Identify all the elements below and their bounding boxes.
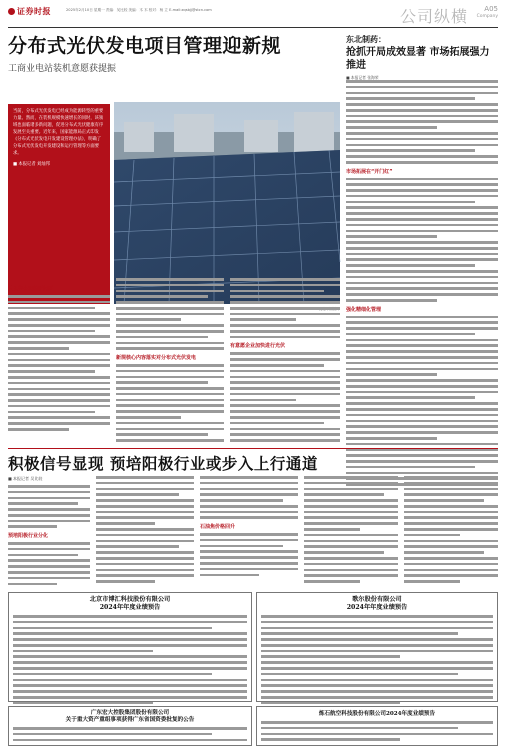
right-article xyxy=(346,34,498,81)
page-header xyxy=(8,4,498,26)
solar-panel-photo xyxy=(114,102,340,304)
ad-announcement-1 xyxy=(8,592,252,702)
mid-body-col-2 xyxy=(96,476,194,588)
right-byline: ■ 本报记者 张海荣 xyxy=(346,75,379,80)
logo-icon xyxy=(8,8,15,15)
lead-subtitle: 工商业电站装机意愿获提振 xyxy=(8,64,117,74)
page-number-value: A05 xyxy=(484,5,498,13)
mid-body-col-3 xyxy=(200,476,298,588)
lead-body-col-1 xyxy=(8,285,110,445)
masthead-text: 证券时报 xyxy=(17,7,51,16)
solar-panel-image xyxy=(114,102,340,304)
right-title: 抢抓开局成效显著 市场拓展强力推进 xyxy=(346,47,490,71)
mid-subhead-1: 预培阳极行业分化 xyxy=(8,533,49,540)
masthead xyxy=(8,6,51,17)
mid-title: 积极信号显现 预培阳极行业或步入上行通道 xyxy=(8,455,318,473)
lead-summary-box xyxy=(8,104,110,304)
lead-article xyxy=(8,34,340,167)
ad-title-4: 炼石航空科技股份有限公司2024年度业绩预告 xyxy=(318,711,436,717)
lead-byline: ■ 本报记者 刘灿邦 xyxy=(13,162,50,167)
lead-subhead-1: 从以往出现的新问题 xyxy=(8,286,54,292)
mid-body-col-5 xyxy=(404,476,498,588)
right-subhead-1: 市场拓展在“开门红” xyxy=(346,168,393,175)
lead-subhead-3: 有意愿企业加快进行光伏 xyxy=(230,343,286,350)
mid-subhead-2: 石油焦价格回升 xyxy=(200,524,236,531)
right-article-body xyxy=(346,80,498,444)
ad-announcement-4 xyxy=(256,706,498,746)
lead-title: 分布式光伏发电项目管理迎新规 xyxy=(8,35,282,57)
page-number xyxy=(477,5,498,21)
right-kicker: 东北制药： xyxy=(346,35,386,44)
page-section-en: Company xyxy=(476,14,498,19)
lead-subhead-2: 新规核心内容落实对分布式光伏发电 xyxy=(116,354,197,361)
ad-announcement-3 xyxy=(8,706,252,746)
dateline: 2025年2月10日 星期一 责编：吴比较 美编：木 木 校对：杨 立 E-mail:zqsbjj@stcn.com xyxy=(66,8,212,12)
mid-byline: ■ 本报记者 吴比较 xyxy=(8,476,43,481)
lead-summary: 当前，分布式光伏发电已经成为能源转型的重要力量。然而，在装机规模快速增长的同时，该领域也面临诸多新问题，促进分布式光伏健康有序发展至关重要。近年来，国家能源局正式印发《分布式光伏发电开发建设管理办法》，明确了分布式光伏发电开发建设和运行管理等方面要求。 xyxy=(13,109,104,156)
section-title: 公司纵横 xyxy=(399,7,468,26)
lead-body-col-3 xyxy=(230,278,340,444)
header-rule xyxy=(8,27,498,28)
ad-title-2: 歌尔股份有限公司 2024年年度业绩预告 xyxy=(346,596,408,611)
lead-body-col-2 xyxy=(116,278,224,444)
ad-title-1: 北京市博汇科技股份有限公司 2024年年度业绩预告 xyxy=(89,596,171,611)
mid-body-col-1 xyxy=(8,476,90,588)
ad-announcement-2 xyxy=(256,592,498,702)
mid-rule xyxy=(8,448,498,449)
ad-title-3: 广东宏大控股集团股份有限公司 关于重大资产重组事项获得广东省国资委批复的公告 xyxy=(65,710,195,723)
right-subhead-2: 强化精细化管理 xyxy=(346,306,382,313)
mid-body-col-4 xyxy=(304,476,398,588)
